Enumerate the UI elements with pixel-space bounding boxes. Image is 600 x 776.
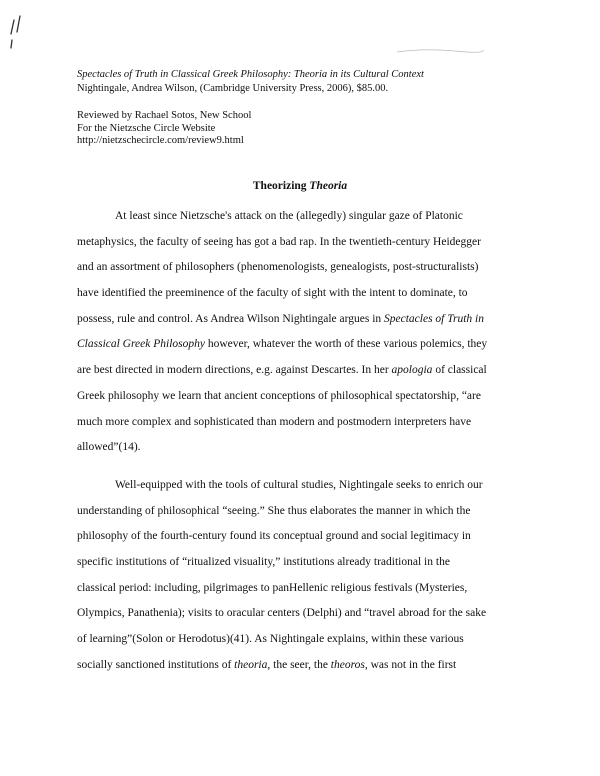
- italic-phrase: apologia: [391, 364, 433, 377]
- scan-smudge: [395, 42, 485, 50]
- paragraph-line: At least since Nietzsche's attack on the (allegedly) singular gaze of Platonic: [115, 210, 463, 222]
- paragraph-line: Classical Greek Philosophy however, whatever the worth of these various polemics, they: [77, 338, 488, 351]
- paragraph-line: of learning”(Solon or Herodotus)(41). As Nightingale explains, within these various: [77, 633, 464, 645]
- paragraph-line: Greek philosophy we learn that ancient conceptions of philosophical spectatorship, “are: [77, 389, 481, 402]
- heading-text: Theorizing: [252, 180, 310, 192]
- review-info: [77, 110, 557, 148]
- venue-line: For the Nietzsche Circle Website: [77, 122, 216, 134]
- paragraph: [77, 473, 563, 679]
- handwritten-mark: [6, 12, 46, 52]
- paragraph-line: classical period: including, pilgrimages to panHellenic religious festivals (Mysteries,: [77, 581, 468, 594]
- paragraph-line: have identified the preeminence of the faculty of sight with the intent to dominate, to: [77, 287, 468, 300]
- paragraph-line: understanding of philosophical “seeing.” She thus elaborates the manner in which the: [77, 504, 471, 517]
- book-title: Spectacles of Truth in Classical Greek Philosophy: Theoria in its Cultural Context: [77, 69, 424, 80]
- paragraph-line: metaphysics, the faculty of seeing has got a bad rap. In the twentieth-century Heidegger: [77, 235, 481, 248]
- heading-italic: Theoria: [309, 180, 348, 192]
- article-heading: [0, 180, 600, 192]
- reviewer-line: Reviewed by Rachael Sotos, New School: [77, 110, 252, 121]
- paragraph-line: philosophy of the fourth-century found its conceptual ground and social legitimacy in: [77, 530, 471, 543]
- paragraph-line: socially sanctioned institutions of theoria, the seer, the theoros, was not in the first: [77, 658, 457, 671]
- paragraph-line: allowed”(14).: [77, 441, 141, 454]
- italic-phrase: theoros: [330, 658, 365, 671]
- italic-phrase: Classical Greek Philosophy: [77, 338, 205, 351]
- book-author-publisher: Nightingale, Andrea Wilson, (Cambridge University Press, 2006), $85.00.: [77, 82, 389, 94]
- article-body: [77, 204, 563, 678]
- book-citation: [77, 68, 557, 95]
- paragraph-line: and an assortment of philosophers (phenomenologists, genealogists, post-structuralists): [77, 261, 479, 274]
- paragraph-line: specific institutions of “ritualized visuality,” institutions already traditional in the: [77, 555, 450, 568]
- paragraph-line: Olympics, Panathenia); visits to oracular centers (Delphi) and “travel abroad for the sake: [77, 607, 487, 620]
- paragraph-line: possess, rule and control. As Andrea Wilson Nightingale argues in Spectacles of Truth in: [77, 312, 484, 325]
- italic-phrase: Spectacles of Truth in: [384, 312, 484, 325]
- paragraph-line: are best directed in modern directions, e.g. against Descartes. In her apologia of classical: [77, 364, 487, 377]
- review-url: http://nietzschecircle.com/review9.html: [77, 135, 244, 146]
- paragraph: [77, 204, 563, 461]
- paragraph-line: Well-equipped with the tools of cultural studies, Nightingale seeks to enrich our: [115, 478, 483, 491]
- paragraph-line: much more complex and sophisticated than modern and postmodern interpreters have: [77, 415, 472, 428]
- italic-phrase: theoria: [234, 658, 268, 671]
